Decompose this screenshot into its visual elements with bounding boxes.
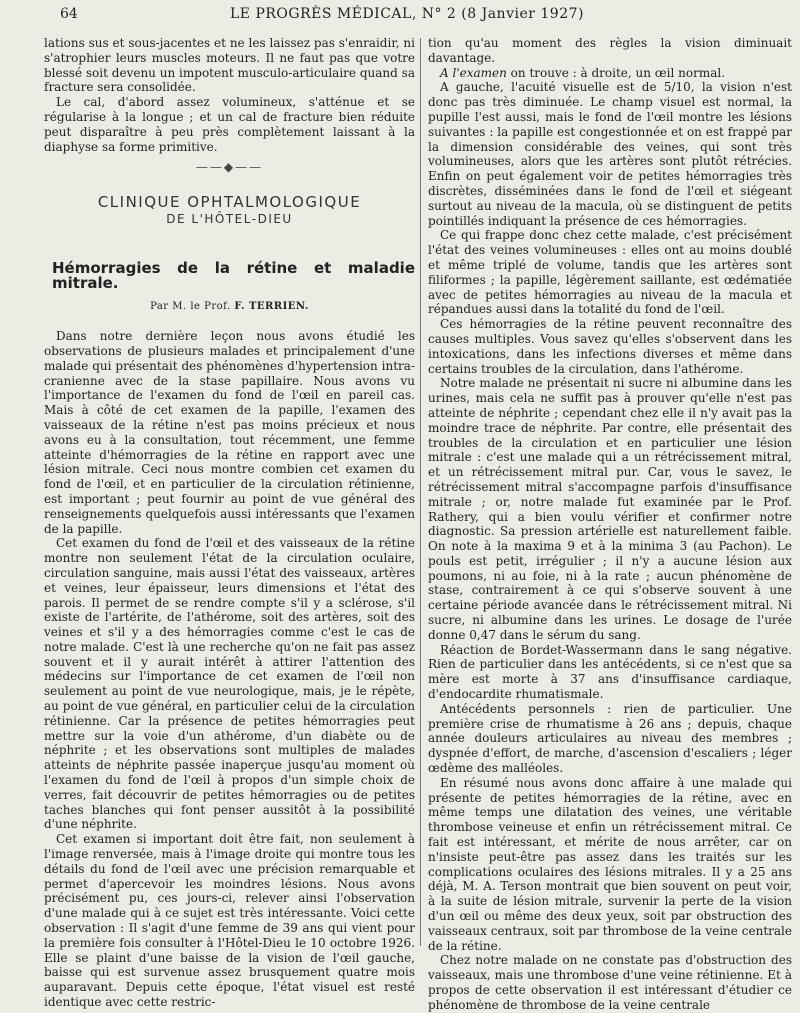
paragraph: Dans notre dernière leçon nous avons étudié les observations de plusieurs malades et principalement d'une malade qui présentait des phénomènes d'hypertension intra-cranienne avec de la stase papillaire. Nous avons vu l'importance de l'examen du fond de l'œil en pareil cas. Mais à côté de cet examen de la papille, l'examen des vaisseaux de la rétine n'est pas moins précieux et nous avons eu à la consultation, tout récemment, une femme atteinte d'hémorragies de la rétine en rapport avec une lésion mitrale. Ceci nous montre combien cet examen du fond de l'œil, et en particulier de la circulation rétinienne, est important ; peut fournir au point de vue général des renseignements quelquefois aussi intéressants que l'examen de la papille. bbox=[44, 329, 415, 536]
running-head-title: LE PROGRÈS MÉDICAL, N° 2 (8 Janvier 1927) bbox=[230, 6, 584, 22]
column-divider bbox=[420, 38, 421, 946]
paragraph: Cet examen si important doit être fait, non seulement à l'image renversée, mais à l'image droite qui montre tous les détails du fond de l'œil avec une précision remarquable et permet d'apercevoir les moindres lésions. Nous avons précisément pu, ces jours-ci, relever ainsi l'observation d'une malade qui à ce sujet est très intéressante. Voici cette observation : Il s'agit d'une femme de 39 ans qui vient pour la première fois consulter à l'Hôtel-Dieu le 10 octobre 1926. Elle se plaint d'une baisse de la vision de l'œil gauche, baisse qui est survenue assez brusquement quatre mois auparavant. Depuis cette époque, l'état visuel est resté identique avec cette restric- bbox=[44, 832, 415, 1010]
paragraph: En résumé nous avons donc affaire à une malade qui présente de petites hémorragies de la rétine, avec en même temps une dilatation des veines, une véritable thrombose veineuse et enfin un rétrécissement mitral. Ce fait est intéressant, et mérite de nous arrêter, car on n'insiste peut-être pas assez dans les traités sur les complications oculaires des lésions mitrales. Il y a 25 ans déjà, M. A. Terson montrait que bien souvent on peut voir, à la suite de lésion mitrale, survenir la perte de la vision d'un œil ou même des deux yeux, soit par obstruction des vaisseaux centraux, soit par thrombose de la veine centrale de la rétine. bbox=[428, 775, 792, 953]
paragraph: Antécédents personnels : rien de particulier. Une première crise de rhumatisme à 26 ans ; depuis, chaque année douleurs articulaires au niveau des membres ; dyspnée d'effort, de marche, d'ascension d'escaliers ; léger œdème des malléoles. bbox=[428, 701, 792, 776]
paragraph: A gauche, l'acuité visuelle est de 5/10, la vision n'est donc pas très diminuée. Le champ visuel est normal, la pupille l'est aussi, mais le fond de l'œil montre les lésions suivantes : la papille est congestionnée et on est frappé par la dimension considérable des veines, qui sont très volumineuses, alors que les artères sont plutôt rétrécies. Enfin on peut également voir de petites hémorragies très discrètes, disséminées dans le fond de l'œil et siégeant surtout au niveau de la macula, où se distinguent de petits pointillés indiquant la présence de ces hémorragies. bbox=[428, 80, 792, 228]
ornament-divider: ——◆—— bbox=[195, 160, 264, 175]
paragraph: Ces hémorragies de la rétine peuvent reconnaître des causes multiples. Vous savez qu'elles s'observent dans les intoxications, dans les infections diverses et même dans certains troubles de la circulation, dans l'athérome. bbox=[428, 317, 792, 376]
continued-paragraph: tion qu'au moment des règles la vision diminuait davantage. bbox=[428, 36, 792, 65]
article-title: Hémorragies de la rétine et maladie mitrale. bbox=[52, 258, 415, 292]
paragraph: Notre malade ne présentait ni sucre ni albumine dans les urines, mais cela ne suffit pas à prouver qu'elle n'est pas atteinte de néphrite ; cependant chez elle il n'y avait pas la moindre trace de néphrite. Par contre, elle présentait des troubles de la circulation et en particulier une lésion mitrale : c'est une malade qui a un rétrécissement mitral, et un rétrécissement mitral pur. Car, vous le savez, le rétrécissement mitral s'accompagne parfois d'insuffisance mitrale ; or, notre malade fut examinée par le Prof. Rathery, qui a bien voulu vérifier et confirmer notre diagnostic. Sa pression artérielle est naturellement faible. On note à la maxima 9 et à la minima 3 (au Pachon). Le pouls est petit, irrégulier ; il n'y a aucune lésion aux poumons, ni au foie, ni à la rate ; aucun phénomène de stase, contrairement à ce qui s'observe souvent à une certaine période avancée dans le rétrécissement mitral. Ni sucre, ni albumine dans les urines. Le dosage de l'urée donne 0,47 dans le sérum du sang. bbox=[428, 376, 792, 642]
section-subtitle: DE L'HÔTEL-DIEU bbox=[166, 211, 293, 226]
paragraph: Le cal, d'abord assez volumineux, s'atténue et se régularise à la longue ; et un cal de fracture bien réduite peut disparaître à peu près complètement laissant à la diaphyse sa forme primitive. bbox=[44, 95, 415, 154]
exam-paragraph bbox=[428, 66, 792, 81]
section-title: CLINIQUE OPHTALMOLOGIQUE bbox=[97, 193, 362, 212]
paragraph: Ce qui frappe donc chez cette malade, c'est précisément l'état des veines volumineuses : elles ont au moins doublé et même triplé de volume, tandis que les artères sont filiformes ; la papille, légèrement saillante, est œdématiée avec de petites hémorragies au niveau de la macula et répandues aussi dans la totalité du fond de l'œil. bbox=[428, 228, 792, 317]
right-column bbox=[428, 36, 792, 1012]
byline-author: F. TERRIEN. bbox=[234, 301, 309, 313]
continued-paragraph: lations sus et sous-jacentes et ne les laissez pas s'enraidir, ni s'atrophier leurs muscles moteurs. Il ne faut pas que votre blessé soit devenu un impotent musculo-articulaire quand sa fracture sera consolidée. bbox=[44, 36, 415, 95]
exam-text: on trouve : à droite, un œil normal. bbox=[506, 65, 726, 80]
byline-prefix: Par M. le Prof. bbox=[150, 301, 235, 313]
left-column bbox=[44, 36, 415, 1010]
paragraph: Cet examen du fond de l'œil et des vaisseaux de la rétine montre non seulement l'état de la circulation oculaire, circulation sanguine, mais aussi l'état des vaisseaux, artères et veines, leur épaisseur, leurs dimensions et l'état des parois. Il permet de se rendre compte s'il y a sclérose, s'il existe de l'artérite, de l'athérome, soit des artères, soit des veines et s'il y a des hémorragies comme c'est le cas de notre malade. C'est là une recherche qu'on ne fait pas assez souvent et il y aurait intérêt à attirer l'attention des médecins sur l'importance de cet examen de l'œil non seulement au point de vue neurologique, mais, je le répète, au point de vue général, en particulier celui de la circulation rétinienne. Car la présence de petites hémorragies peut mettre sur la voie d'un athérome, d'un diabète ou de néphrite ; et les observations sont multiples de malades atteints de néphrite passée inaperçue jusqu'au moment où l'examen du fond de l'œil à propos d'un simple choix de verres, fait découvrir de petites hémorragies ou de petites taches blanches qui font penser aussitôt à la possibilité d'une néphrite. bbox=[44, 536, 415, 832]
byline bbox=[44, 300, 415, 315]
running-header bbox=[0, 0, 800, 34]
exam-label: A l'examen bbox=[440, 65, 507, 80]
paragraph: Chez notre malade on ne constate pas d'obstruction des vaisseaux, mais une thrombose d'une veine rétinienne. Et à propos de cette observation il est intéressant d'étudier ce phénomène de thrombose de la veine centrale bbox=[428, 953, 792, 1012]
page-number: 64 bbox=[60, 6, 78, 22]
paragraph: Réaction de Bordet-Wassermann dans le sang négative. Rien de particulier dans les antécédents, si ce n'est que sa mère est morte à 37 ans d'insuffisance cardiaque, d'endocardite rhumatismale. bbox=[428, 642, 792, 702]
